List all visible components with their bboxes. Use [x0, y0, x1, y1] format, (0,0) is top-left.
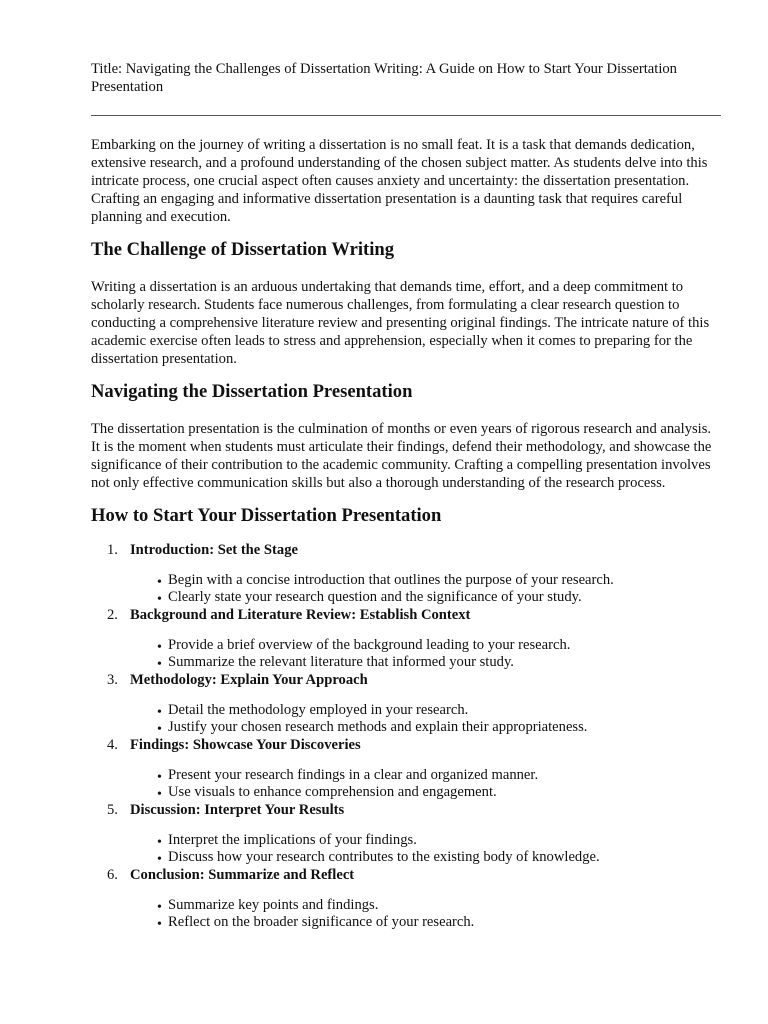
bullet-text: Detail the methodology employed in your research.	[168, 702, 469, 718]
bullet-text: Discuss how your research contributes to the existing body of knowledge.	[168, 849, 600, 865]
bullet-item	[91, 572, 721, 589]
bullet-text: Justify your chosen research methods and explain their appropriateness.	[168, 719, 588, 735]
bullet-icon: •	[157, 722, 162, 737]
bullet-text: Use visuals to enhance comprehension and engagement.	[168, 784, 497, 800]
step-heading	[91, 801, 721, 819]
bullet-item	[91, 832, 721, 849]
step-heading	[91, 671, 721, 689]
steps-list	[91, 541, 721, 931]
bullet-icon: •	[157, 852, 162, 867]
bullet-item	[91, 767, 721, 784]
section-heading-navigating: Navigating the Dissertation Presentation	[91, 381, 413, 402]
section-heading-challenge: The Challenge of Dissertation Writing	[91, 239, 395, 260]
step-item	[91, 736, 721, 801]
step-bullets	[91, 637, 721, 671]
bullet-icon: •	[157, 705, 162, 720]
bullet-text: Interpret the implications of your findings.	[168, 832, 417, 848]
bullet-icon: •	[157, 835, 162, 850]
step-number: 5.	[107, 802, 118, 818]
bullet-icon: •	[157, 592, 162, 607]
bullet-text: Summarize the relevant literature that informed your study.	[168, 654, 514, 670]
bullet-item	[91, 849, 721, 866]
step-bullets	[91, 767, 721, 801]
bullet-icon: •	[157, 657, 162, 672]
step-item	[91, 866, 721, 931]
bullet-item	[91, 637, 721, 654]
bullet-text: Begin with a concise introduction that outlines the purpose of your research.	[168, 572, 614, 588]
bullet-item	[91, 719, 721, 736]
step-number: 2.	[107, 607, 118, 623]
title-divider	[91, 115, 721, 116]
step-heading	[91, 736, 721, 754]
step-title: Conclusion: Summarize and Reflect	[130, 867, 355, 883]
bullet-text: Summarize key points and findings.	[168, 897, 379, 913]
step-item	[91, 801, 721, 866]
step-heading	[91, 866, 721, 884]
bullet-item	[91, 914, 721, 931]
bullet-text: Reflect on the broader significance of your research.	[168, 914, 475, 930]
section-paragraph-challenge: Writing a dissertation is an arduous undertaking that demands time, effort, and a deep commitment to scholarly research. Students face numerous challenges, from formulating a clear research question to conducting a comprehensive literature review and presenting original findings. The intricate nature of this academic exercise often leads to stress and apprehension, especially when it comes to preparing for the dissertation presentation.	[91, 279, 710, 367]
step-number: 6.	[107, 867, 118, 883]
step-title: Discussion: Interpret Your Results	[130, 802, 345, 818]
step-item	[91, 541, 721, 606]
step-number: 1.	[107, 542, 118, 558]
step-heading	[91, 541, 721, 559]
step-number: 3.	[107, 672, 118, 688]
bullet-text: Present your research findings in a clear and organized manner.	[168, 767, 539, 783]
bullet-icon: •	[157, 770, 162, 785]
section-heading-how-to-start: How to Start Your Dissertation Presentation	[91, 505, 442, 526]
bullet-icon: •	[157, 787, 162, 802]
bullet-item	[91, 589, 721, 606]
bullet-icon: •	[157, 575, 162, 590]
document-title: Title: Navigating the Challenges of Dissertation Writing: A Guide on How to Start Your Dissertation Presentation	[91, 61, 677, 95]
bullet-item	[91, 654, 721, 671]
intro-paragraph: Embarking on the journey of writing a dissertation is no small feat. It is a task that demands dedication, extensive research, and a profound understanding of the chosen subject matter. As students delve into this intricate process, one crucial aspect often causes anxiety and uncertainty: the dissertation presentation. Crafting an engaging and informative dissertation presentation is a daunting task that requires careful planning and execution.	[91, 137, 708, 225]
bullet-icon: •	[157, 640, 162, 655]
bullet-icon: •	[157, 917, 162, 932]
step-title: Background and Literature Review: Establish Context	[130, 607, 471, 623]
step-item	[91, 671, 721, 736]
step-title: Methodology: Explain Your Approach	[130, 672, 368, 688]
step-heading	[91, 606, 721, 624]
step-number: 4.	[107, 737, 118, 753]
bullet-text: Clearly state your research question and the significance of your study.	[168, 589, 582, 605]
step-bullets	[91, 832, 721, 866]
bullet-item	[91, 784, 721, 801]
step-bullets	[91, 897, 721, 931]
step-title: Findings: Showcase Your Discoveries	[130, 737, 361, 753]
section-paragraph-navigating: The dissertation presentation is the culmination of months or even years of rigorous research and analysis. It is the moment when students must articulate their findings, defend their methodology, and showcase the significance of their contribution to the academic community. Crafting a compelling presentation involves not only effective communication skills but also a thorough understanding of the research process.	[91, 421, 712, 491]
bullet-item	[91, 702, 721, 719]
step-item	[91, 606, 721, 671]
document-page	[91, 60, 721, 931]
bullet-icon: •	[157, 900, 162, 915]
step-bullets	[91, 572, 721, 606]
step-title: Introduction: Set the Stage	[130, 542, 298, 558]
bullet-text: Provide a brief overview of the background leading to your research.	[168, 637, 571, 653]
bullet-item	[91, 897, 721, 914]
step-bullets	[91, 702, 721, 736]
